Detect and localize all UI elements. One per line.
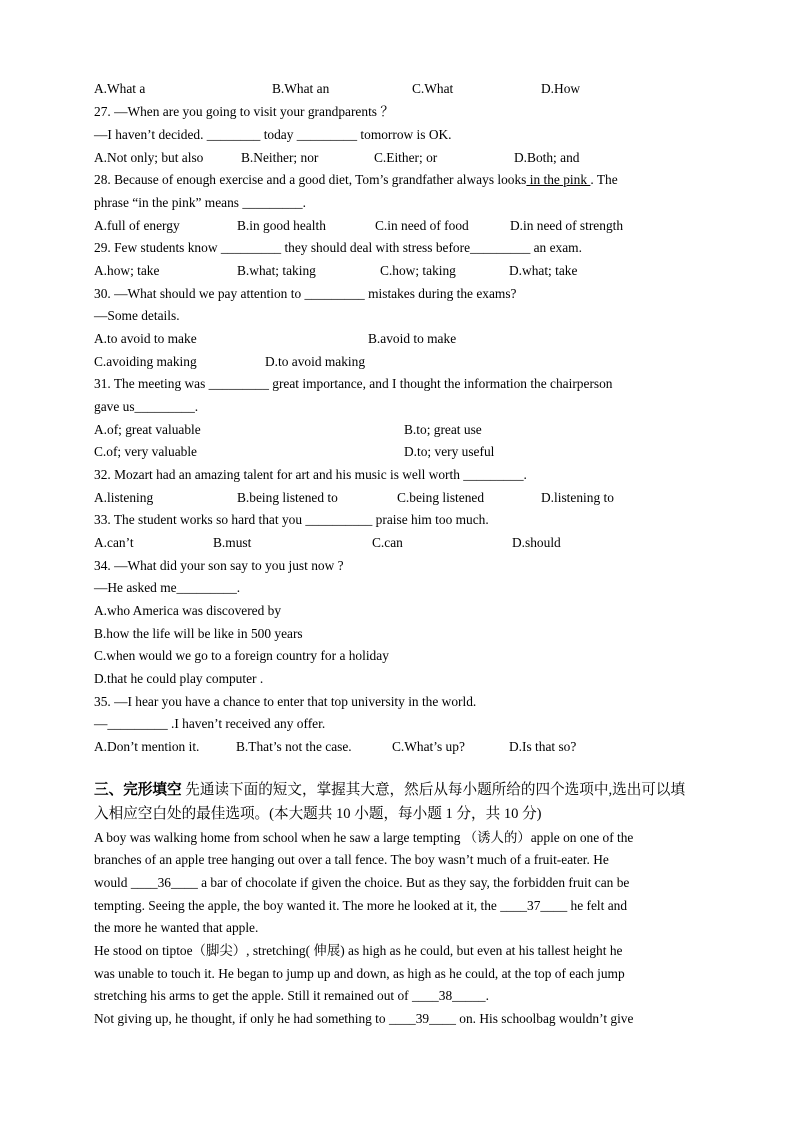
q27-line2: —I haven’t decided. ________ today _________ tomorrow is OK. — [94, 127, 452, 142]
q26-option-a[interactable]: A.What a — [94, 81, 146, 96]
passage-line-8b: . — [485, 988, 489, 1003]
q27-option-a[interactable]: A.Not only; but also — [94, 150, 204, 165]
q27-stem: 27. —When are you going to visit your grandparents ？ — [94, 104, 394, 119]
q32-option-b[interactable]: B.being listened to — [237, 490, 338, 505]
passage-line-3b: a bar of chocolate if given the choice. But as they say, the forbidden fruit can be — [197, 875, 630, 890]
q32-option-d[interactable]: D.listening to — [541, 490, 614, 505]
q29-option-d[interactable]: D.what; take — [509, 263, 578, 278]
q30-option-c[interactable]: C.avoiding making — [94, 354, 197, 369]
q34-option-d[interactable]: D.that he could play computer . — [94, 671, 264, 686]
q34-option-a[interactable]: A.who America was discovered by — [94, 603, 282, 618]
blank-37[interactable]: ____37____ — [500, 898, 568, 913]
q35-line2: —_________ .I haven’t received any offer. — [94, 716, 326, 731]
q28-option-c[interactable]: C.in need of food — [375, 218, 469, 233]
q32-option-c[interactable]: C.being listened — [397, 490, 485, 505]
blank-39[interactable]: ____39____ — [388, 1011, 456, 1026]
q28-option-b[interactable]: B.in good health — [237, 218, 326, 233]
q30-stem: 30. —What should we pay attention to _________ mistakes during the exams? — [94, 286, 517, 301]
passage-line-6: He stood on tiptoe（脚尖）, stretching( 伸展) as high as he could, but even at his tallest height he — [94, 943, 623, 958]
q30-option-b[interactable]: B.avoid to make — [368, 331, 457, 346]
q33-option-c[interactable]: C.can — [372, 535, 403, 550]
q33-option-a[interactable]: A.can’t — [94, 535, 134, 550]
passage-line-9b: on. His schoolbag wouldn’t give — [455, 1011, 634, 1026]
q35-option-a[interactable]: A.Don’t mention it. — [94, 739, 200, 754]
q35-option-b[interactable]: B.That’s not the case. — [236, 739, 352, 754]
passage-line-5: the more he wanted that apple. — [94, 920, 259, 935]
q28-stem-pre: 28. Because of enough exercise and a good diet, Tom’s grandfather always looks — [94, 172, 527, 187]
q30-option-d[interactable]: D.to avoid making — [265, 354, 366, 369]
q33-option-d[interactable]: D.should — [512, 535, 561, 550]
q26-option-c[interactable]: C.What — [412, 81, 454, 96]
q35-option-d[interactable]: D.Is that so? — [509, 739, 577, 754]
q34-option-c[interactable]: C.when would we go to a foreign country for a holiday — [94, 648, 389, 663]
q35-option-c[interactable]: C.What’s up? — [392, 739, 465, 754]
passage-line-1: A boy was walking home from school when he saw a large tempting （诱人的）apple on one of the — [94, 830, 634, 845]
passage-line-4b: he felt and — [567, 898, 628, 913]
q33-stem: 33. The student works so hard that you __________ praise him too much. — [94, 512, 489, 527]
q30-option-a[interactable]: A.to avoid to make — [94, 331, 197, 346]
q31-option-d[interactable]: D.to; very useful — [404, 444, 495, 459]
passage-line-2: branches of an apple tree hanging out over a tall fence. The boy wasn’t much of a fruit-eater. He — [94, 852, 609, 867]
passage-line-4a: tempting. Seeing the apple, the boy wanted it. The more he looked at it, the — [94, 898, 501, 913]
passage-line-9a: Not giving up, he thought, if only he had something to — [94, 1011, 389, 1026]
q27-option-d[interactable]: D.Both; and — [514, 150, 580, 165]
passage-line-9 — [94, 1011, 633, 1027]
q28-stem-post: . The — [590, 172, 618, 187]
q31-option-c[interactable]: C.of; very valuable — [94, 444, 197, 459]
passage-line-3a: would — [94, 875, 131, 890]
q34-line2: —He asked me_________. — [94, 580, 241, 595]
q26-option-b[interactable]: B.What an — [272, 81, 330, 96]
q29-option-c[interactable]: C.how; taking — [380, 263, 456, 278]
q31-option-b[interactable]: B.to; great use — [404, 422, 482, 437]
blank-36[interactable]: ____36____ — [130, 875, 198, 890]
q29-option-b[interactable]: B.what; taking — [237, 263, 316, 278]
section3-line1 — [94, 781, 685, 799]
q28-option-a[interactable]: A.full of energy — [94, 218, 180, 233]
blank-38[interactable]: ____38_____ — [411, 988, 486, 1003]
passage-line-8 — [94, 988, 489, 1004]
q29-option-a[interactable]: A.how; take — [94, 263, 160, 278]
q29-stem: 29. Few students know _________ they should deal with stress before_________ an exam. — [94, 240, 582, 255]
q32-stem: 32. Mozart had an amazing talent for art and his music is well worth _________. — [94, 467, 527, 482]
q34-stem: 34. —What did your son say to you just now ? — [94, 558, 344, 573]
section3-instructions-2: 入相应空白处的最佳选项。(本大题共 10 小题，每小题 1 分，共 10 分) — [94, 806, 542, 822]
section3-instructions-1: 先通读下面的短文，掌握其大意，然后从每小题所给的四个选项中,选出可以填 — [181, 782, 686, 798]
q30-line2: —Some details. — [94, 308, 180, 323]
q32-option-a[interactable]: A.listening — [94, 490, 154, 505]
q26-option-d[interactable]: D.How — [541, 81, 581, 96]
q28-stem — [94, 172, 618, 188]
q33-option-b[interactable]: B.must — [213, 535, 252, 550]
passage-line-4 — [94, 898, 627, 914]
q31-stem: 31. The meeting was _________ great importance, and I thought the information the chairperson — [94, 376, 613, 391]
passage-line-3 — [94, 875, 629, 891]
q27-option-b[interactable]: B.Neither; nor — [241, 150, 319, 165]
q27-option-c[interactable]: C.Either; or — [374, 150, 438, 165]
q28-underlined-phrase: in the pink — [526, 172, 591, 187]
q31-line2: gave us_________. — [94, 399, 199, 414]
q28-option-d[interactable]: D.in need of strength — [510, 218, 624, 233]
q35-stem: 35. —I hear you have a chance to enter that top university in the world. — [94, 694, 477, 709]
q31-option-a[interactable]: A.of; great valuable — [94, 422, 201, 437]
q28-line2: phrase “in the pink” means _________. — [94, 195, 306, 210]
passage-line-8a: stretching his arms to get the apple. Still it remained out of — [94, 988, 412, 1003]
passage-line-7: was unable to touch it. He began to jump up and down, as high as he could, at the top of each jump — [94, 966, 625, 981]
q34-option-b[interactable]: B.how the life will be like in 500 years — [94, 626, 303, 641]
section3-title: 三、完形填空 — [94, 781, 182, 798]
